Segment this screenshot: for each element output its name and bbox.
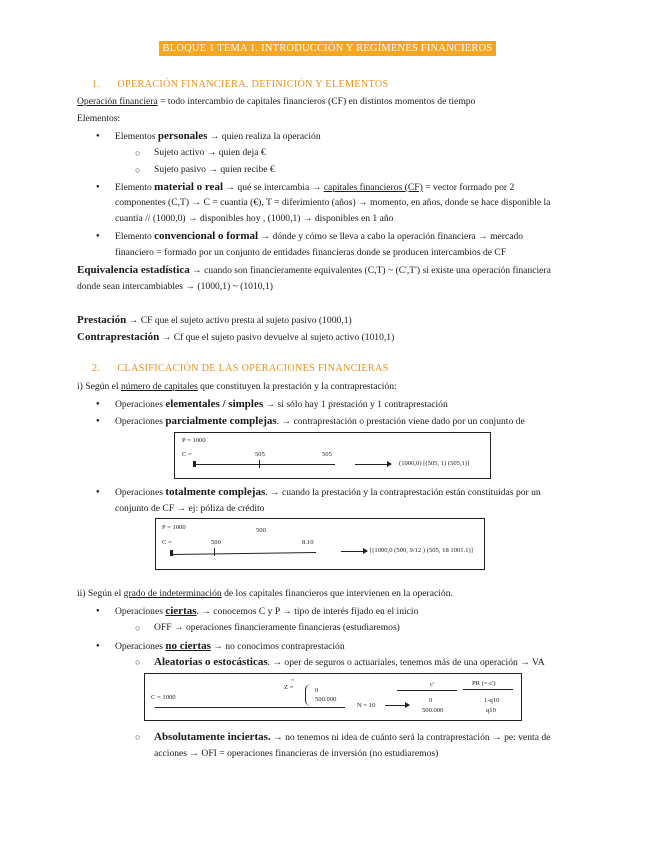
text: . → contraprestación o prestación viene dado por un conjunto de (276, 416, 525, 427)
equivalencia (77, 264, 551, 277)
box-label-p: P = 1000 (162, 524, 186, 531)
bullet-totalmente (115, 486, 541, 499)
sub-sujeto-activo: ○ Sujeto activo → quien deja € (154, 147, 266, 159)
box-label-z: Z = (284, 684, 294, 691)
text: → CF que el sujeto activo presta al sujeto pasivo (1000,1) (126, 315, 352, 326)
timeline (171, 552, 316, 555)
sub-aleatorias (154, 656, 545, 669)
box-value-0: 0 (315, 687, 319, 694)
term-underlined: número de capitales (120, 381, 198, 392)
text: ii) Según el (77, 588, 124, 599)
text: Operaciones (115, 641, 166, 652)
text: → Cf que el sujeto pasivo devuelve al sujeto activo (1010,1) (159, 332, 395, 343)
box-result: (1000,0) [(505, 1) (505,1)] (399, 460, 470, 467)
box-label-pr: PR (= c') (472, 680, 496, 687)
text: . → conocemos C y P → tipo de interés fijado en el inicio (196, 606, 419, 617)
timeline (195, 464, 335, 465)
text: = vector formado por 2 (422, 182, 515, 193)
box-value-top: 500 (256, 527, 266, 534)
arrow-icon (341, 551, 367, 552)
box-value-500b: 500.000 (422, 707, 444, 714)
term: ciertas (165, 605, 197, 617)
box-label-n: N = 10 (357, 702, 376, 709)
box-label-p: P = 1000 (182, 437, 206, 444)
totalmente-line-2: conjunto de CF → ej: póliza de crédito (115, 503, 265, 514)
page-title (0, 38, 655, 56)
box-value-2: 505 (322, 451, 332, 458)
material-line-2: componentes (C,T) → C = cuantía (€), T = diferimiento (años) → momento, en años, donde se hace disponible la (115, 197, 551, 208)
text: → cuando son financieramente equivalentes (C,T) ~ (C',T') si existe una operación financiera (189, 265, 551, 276)
underline (397, 690, 457, 691)
term: Absolutamente inciertas. (154, 731, 271, 743)
box-label-c: C = (162, 539, 172, 546)
equivalencia-line-2: donde sean intercambiables → (1000,1) ~ (1010,1) (77, 281, 273, 292)
term-underlined: grado de indeterminación (123, 588, 222, 599)
timeline-tick (170, 550, 173, 556)
timeline-tick (214, 548, 215, 556)
absolutamente-line-2: acciones → OFI = operaciones financieras de inversión (no estudiaremos) (154, 748, 439, 759)
term: Aleatorias o estocásticas (154, 656, 268, 668)
criterion-i (77, 381, 397, 393)
box-value-1: 505 (255, 451, 265, 458)
bullet-material (115, 181, 514, 194)
section-1-heading: 1. OPERACIÓN FINANCIERA. DEFINICIÓN Y ELEMENTOS (92, 79, 389, 90)
underline (463, 689, 513, 690)
elements-label: Elementos: (77, 113, 121, 124)
text: i) Según el (77, 381, 121, 392)
page-title-text: BLOQUE 1 TEMA 1. INTRODUCCIÓN Y REGÍMENES FINANCIEROS (159, 41, 497, 56)
diagram-box-parcial (174, 432, 491, 479)
criterion-ii (77, 588, 453, 600)
sub-off: ○ OFF → operaciones financieramente financieras (estudiaremos) (154, 622, 400, 634)
term: personales (157, 130, 208, 142)
prestacion (77, 314, 352, 327)
timeline (155, 707, 345, 708)
definition-line (77, 96, 475, 108)
term: no ciertas (165, 640, 211, 652)
text: → no conocimos contraprestación (210, 641, 345, 652)
timeline-tick (193, 461, 196, 467)
definition-term: Operación financiera (77, 96, 158, 107)
text: → qué se intercambia → (223, 182, 324, 193)
contraprestacion (77, 331, 394, 344)
text: que constituyen la prestación y la contraprestación: (197, 381, 397, 392)
text: Operaciones (115, 399, 166, 410)
sub-sujeto-pasivo: ○ Sujeto pasivo → quien recibe € (154, 164, 275, 176)
box-value-0b: 0 (429, 697, 433, 704)
box-value-q2: q10 (486, 707, 496, 714)
bullet-personales (115, 130, 321, 143)
term: totalmente complejas (165, 486, 266, 498)
term: convencional o formal (154, 230, 259, 242)
text: Elemento (115, 231, 155, 242)
arrow-icon (385, 705, 409, 706)
text: de los capitales financieros que intervienen en la operación. (221, 588, 453, 599)
text: → si sólo hay 1 prestación y 1 contraprestación (263, 399, 448, 410)
text: Operaciones (115, 416, 166, 427)
sub-absolutamente (154, 731, 550, 744)
text: . → oper de seguros o actuariales, tenemos más de una operación → VA (267, 657, 545, 668)
text: Operaciones (115, 606, 166, 617)
material-line-3: cuantía // (1000,0) → disponibles hoy , (1000,1) → disponibles en 1 año (115, 213, 394, 224)
diagram-box-total (155, 518, 485, 570)
box-result: [(1000,0 (500, 9/12 ) (505, 18 1001.1)] (370, 547, 473, 554)
timeline-tick (259, 460, 260, 468)
term: Prestación (77, 314, 127, 326)
box-value-q1: 1-q10 (484, 697, 500, 704)
bullet-elementales (115, 398, 448, 411)
formal-line-2: financiero = formado por un conjunto de entidades financieras donde se producen intercambios de CF (115, 247, 507, 258)
bullet-ciertas (115, 605, 418, 618)
box-label-cprime: c' (430, 681, 435, 688)
term: material o real (154, 181, 223, 193)
box-label-c: C = 1000 (151, 694, 176, 701)
brace-icon (305, 684, 312, 706)
term: Contraprestación (77, 331, 160, 343)
term-underlined: capitales financieros (CF) (323, 182, 423, 193)
bullet-parcialmente (115, 415, 525, 428)
text: → dónde y cómo se lleva a cabo la operación financiera → mercado (258, 231, 524, 242)
box-value-500: 500.000 (315, 696, 337, 703)
text: → quien realiza la operación (207, 131, 321, 142)
box-value-2: 8.10 (302, 539, 314, 546)
arrow-icon (355, 464, 391, 465)
text: Elemento (115, 182, 155, 193)
section-2-heading: 2. CLASIFICACIÓN DE LAS OPERACIONES FINANCIERAS (92, 363, 389, 374)
box-value-1: 500 (211, 539, 221, 546)
bullet-formal (115, 230, 523, 243)
definition-text: = todo intercambio de capitales financieros (CF) en distintos momentos de tiempo (157, 96, 476, 107)
tilde-icon: ~ (291, 678, 295, 684)
box-label-c: C = (182, 451, 192, 458)
term: parcialmente complejas (165, 415, 277, 427)
bullet-no-ciertas (115, 640, 345, 653)
term: Equivalencia estadística (77, 264, 190, 276)
text: Operaciones (115, 487, 166, 498)
text: → no tenemos ni idea de cuánto será la contraprestación → pe: venta de (270, 732, 551, 743)
term: elementales / simples (165, 398, 264, 410)
diagram-box-aleatorias (144, 673, 522, 721)
text: Elementos (115, 131, 158, 142)
text: . → cuando la prestación y la contraprestación están constituidas por un (265, 487, 541, 498)
